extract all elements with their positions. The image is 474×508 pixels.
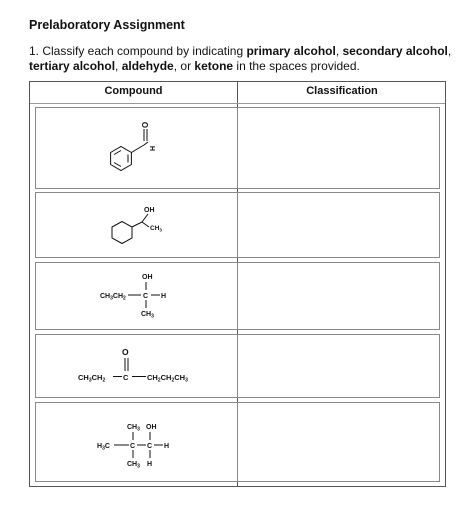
row-divider — [237, 263, 238, 329]
column-header-classification: Classification — [306, 85, 378, 97]
table-row-methylbutanol — [35, 402, 440, 482]
classification-answer[interactable] — [246, 335, 433, 397]
instructions: 1. Classify each compound by indicating primary alcohol, secondary alcohol, tertiary alcohol, aldehyde, or ketone in the spaces provided. — [29, 44, 452, 73]
column-header-compound: Compound — [104, 85, 163, 97]
propyl-label: $CH_2CH_2CH_3$ — [147, 373, 188, 384]
classification-answer[interactable] — [246, 263, 433, 329]
carbonyl-carbon-label: C — [123, 373, 129, 382]
row-divider — [237, 335, 238, 397]
oxygen-label: O — [141, 121, 150, 128]
hydroxyl-label: OH — [144, 207, 155, 214]
carbon-2-label: C — [147, 443, 153, 450]
ethyl-label: $CH_3CH_2$ — [100, 293, 126, 302]
oxygen-label: O — [122, 347, 129, 357]
methyl-label: $CH_3$ — [150, 225, 162, 233]
hydrogen-label: H — [161, 293, 167, 300]
classification-table — [29, 81, 446, 487]
carbon-label: C — [143, 293, 149, 300]
methylcyclohexanol-structure — [36, 193, 236, 259]
row-divider — [237, 193, 238, 257]
ethyl-label: $CH_3CH_2$ — [78, 373, 106, 384]
page-title: Prelaboratory Assignment — [29, 18, 185, 32]
table-row-benzaldehyde — [35, 107, 440, 189]
row-divider — [237, 403, 238, 481]
table-row-methylcyclohexanol — [35, 192, 440, 258]
bottom-methyl-label: $CH_3$ — [127, 461, 140, 470]
butanol-structure — [36, 263, 236, 331]
carbon-3-label: C — [130, 443, 136, 450]
classification-answer[interactable] — [246, 193, 433, 257]
table-row-hexanone — [35, 334, 440, 398]
methyl-label: $CH_3$ — [141, 311, 154, 320]
classification-answer[interactable] — [246, 108, 433, 188]
classification-answer[interactable] — [246, 403, 433, 481]
table-row-butanol — [35, 262, 440, 330]
top-methyl-label: $CH_3$ — [127, 424, 140, 433]
hydroxyl-label: OH — [146, 424, 157, 431]
hexanone-structure — [36, 335, 236, 399]
benzaldehyde-structure — [36, 108, 236, 190]
row-divider — [237, 108, 238, 188]
hydrogen-label: H — [150, 145, 157, 151]
header-divider — [30, 103, 445, 104]
bottom-hydrogen-label: H — [147, 461, 153, 468]
right-hydrogen-label: H — [164, 443, 170, 450]
hydroxyl-label: OH — [142, 274, 153, 281]
methylbutanol-structure — [36, 403, 236, 483]
left-methyl-label: $H_3C$ — [97, 443, 110, 452]
